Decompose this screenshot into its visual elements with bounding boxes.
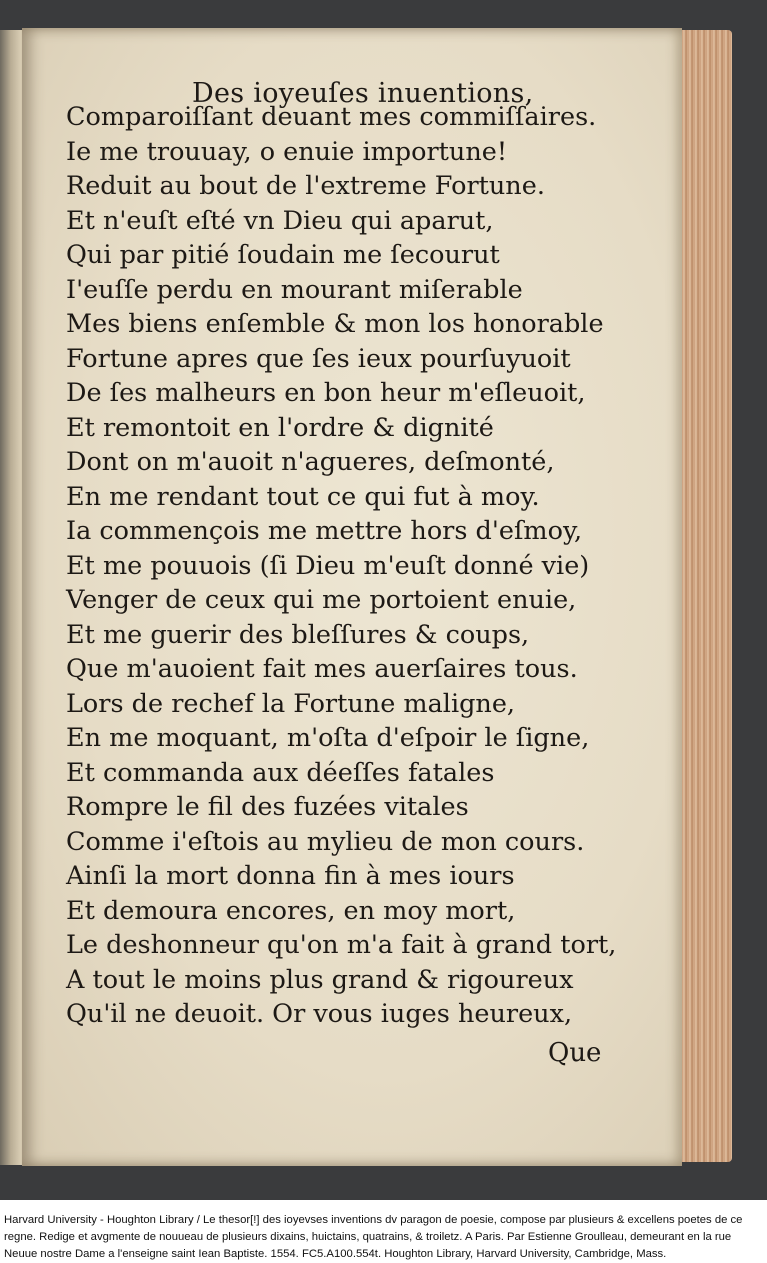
verse-line: En me moquant, m'oſta d'eſpoir le ſigne, [66, 723, 590, 753]
verse-line: Et me pouuois (ſi Dieu m'euſt donné vie) [66, 550, 590, 581]
verse-line: Comme i'eſtois au mylieu de mon cours. [66, 826, 585, 857]
verse-line: De ſes malheurs en bon heur m'eſleuoit, [66, 378, 586, 408]
verse-line: Fortune apres que ſes ieux pourſuyuoit [66, 343, 571, 374]
verse-line: Et me guerir des bleſſures & coups, [66, 619, 530, 650]
verse-line: I'euſſe perdu en mourant miſerable [66, 274, 523, 305]
verse-line: Et demoura encores, en moy mort, [66, 895, 516, 926]
verse-line: Le deshonneur qu'on m'a fait à grand tort, [66, 930, 617, 960]
verse-line: Reduit au bout de l'extreme Fortune. [66, 171, 545, 201]
page-block-edges [676, 30, 732, 1162]
verse-line: Venger de ceux qui me portoient enuie, [66, 585, 577, 615]
verse-line: Et n'euſt eſté vn Dieu qui aparut, [66, 205, 494, 236]
verse-line: Comparoiſſant deuant mes commiſſaires. [66, 102, 597, 132]
verse-line: Dont on m'auoit n'agueres, deſmonté, [66, 447, 555, 477]
verse-line: Et remontoit en l'ordre & dignité [66, 412, 494, 443]
verse-line: Mes biens enſemble & mon los honorable [66, 309, 604, 339]
verse-line: A tout le moins plus grand & rigoureux [66, 964, 574, 995]
verse-line: Ie me trouuay, o enuie importune! [66, 136, 508, 167]
verse-line: Que m'auoient fait mes auerſaires tous. [66, 654, 578, 684]
verse-line: En me rendant tout ce qui fut à moy. [66, 481, 540, 512]
catchword: Que [548, 1038, 602, 1068]
verse-line: Lors de rechef la Fortune maligne, [66, 688, 516, 719]
verse-line: Qu'il ne deuoit. Or vous iuges heureux, [66, 999, 573, 1029]
verse-line: Rompre le fil des fuzées vitales [66, 792, 469, 822]
image-caption: Harvard University - Houghton Library / Le thesor[!] des ioyevses inventions dv paragon de poesie, compose par plusieurs & excellens poetes de ce regne. Redige et avgmente de nouueau de plusieurs dixains, huictains, quatrains, & troiletz. A Paris. Par Estienne Groulleau, demeurant en la rue Neuue nostre Dame a l'enseigne saint Iean Baptiste. 1554. FC5.A100.554t. Houghton Library, Harvard University, Cambridge, Mass. [4, 1214, 743, 1260]
facing-page-edge [0, 30, 24, 1165]
verse-line: Et commanda aux déeſſes fatales [66, 757, 495, 788]
verse-text [66, 100, 666, 1032]
verse-line: Ia commençois me mettre hors d'eſmoy, [66, 516, 583, 546]
running-head: Des ioyeuſes inuentions, [192, 78, 534, 109]
verse-line: Ainſi la mort donna fin à mes iours [66, 861, 515, 891]
verse-line: Qui par pitié ſoudain me ſecourut [66, 240, 500, 270]
